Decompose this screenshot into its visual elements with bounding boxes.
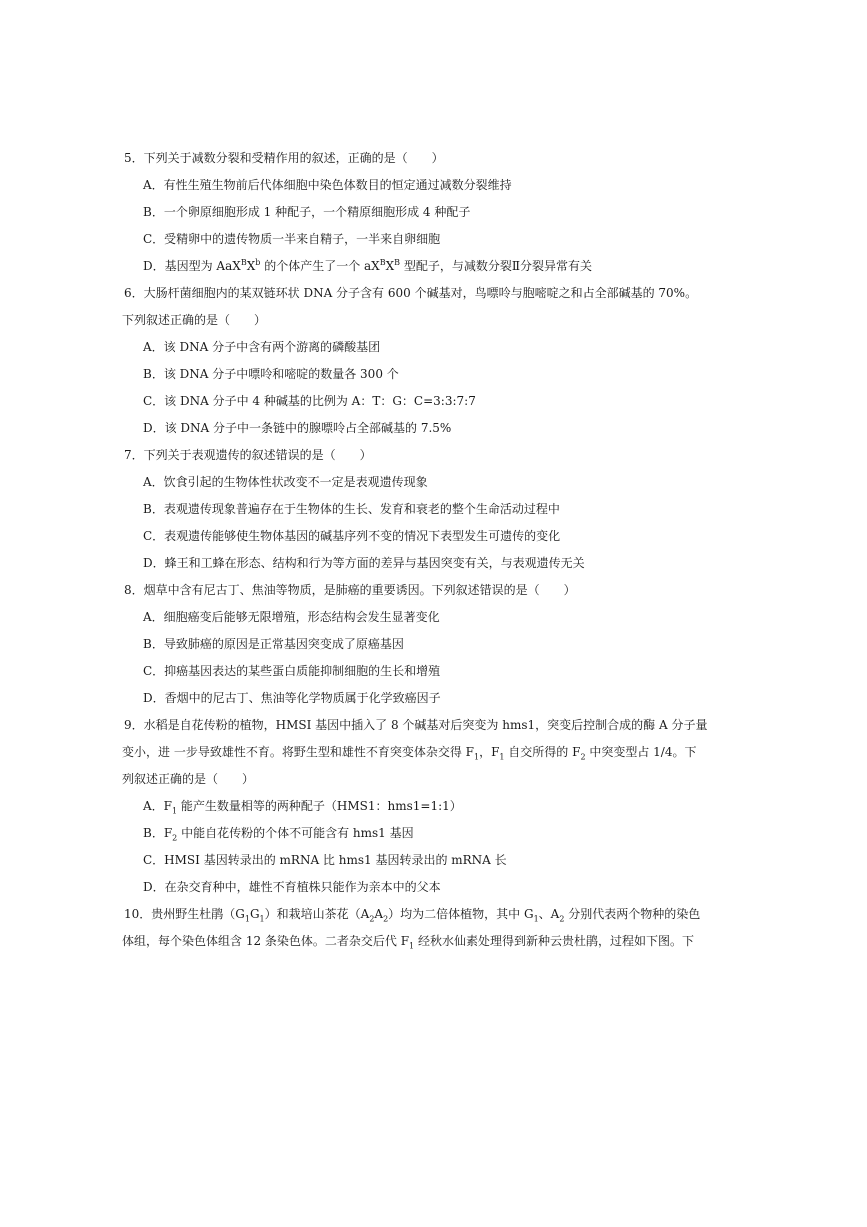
question-9-option-c: C．HMSI 基因转录出的 mRNA 比 hms1 基因转录出的 mRNA 长 <box>143 853 507 867</box>
question-6-stem: 6．大肠杆菌细胞内的某双链环状 DNA 分子含有 600 个碱基对，鸟嘌呤与胞嘧啶之和占全部碱基的 70%。 <box>124 286 698 300</box>
question-9-stem: 9．水稻是自花传粉的植物，HMSI 基因中插入了 8 个碱基对后突变为 hms1，突变后控制合成的酶 A 分子量 <box>124 718 708 732</box>
question-8-option-d: D．香烟中的尼古丁、焦油等化学物质属于化学致癌因子 <box>143 691 441 705</box>
question-9-option-b: B．$F_2$ 中能自花传粉的个体不可能含有 hms1 基因 <box>143 826 414 843</box>
question-9-stem-cont-2: 列叙述正确的是（ ） <box>122 772 255 786</box>
question-6-option-c: C．该 DNA 分子中 4 种碱基的比例为 A：T：G：C=3:3:7:7 <box>143 394 476 408</box>
question-7-option-a: A．饮食引起的生物体性状改变不一定是表观遗传现象 <box>143 475 428 489</box>
question-6-option-a: A．该 DNA 分子中含有两个游离的磷酸基团 <box>143 340 381 354</box>
question-6-stem-cont: 下列叙述正确的是（ ） <box>122 313 267 327</box>
question-7-option-b: B．表观遗传现象普遍存在于生物体的生长、发育和衰老的整个生命活动过程中 <box>143 502 560 516</box>
question-5-option-c: C．受精卵中的遗传物质一半来自精子，一半来自卵细胞 <box>143 232 441 246</box>
question-5-option-b: B．一个卵原细胞形成 1 种配子，一个精原细胞形成 4 种配子 <box>143 205 471 219</box>
question-10-stem: 10．贵州野生杜鹃$(G_1G_1)$和栽培山茶花$(A_2A_2)$均为二倍体植物，其中 $G_1$、$A_2$ 分别代表两个物种的染色 <box>124 907 701 924</box>
question-9-option-d: D．在杂交育种中，雄性不育植株只能作为亲本中的父本 <box>143 880 441 894</box>
question-5-stem: 5．下列关于减数分裂和受精作用的叙述，正确的是（ ） <box>124 151 444 165</box>
question-5-option-a: A．有性生殖生物前后代体细胞中染色体数目的恒定通过减数分裂维持 <box>143 178 512 192</box>
question-8-option-b: B．导致肺癌的原因是正常基因突变成了原癌基因 <box>143 637 404 651</box>
question-8-option-c: C．抑癌基因表达的某些蛋白质能抑制细胞的生长和增殖 <box>143 664 441 678</box>
question-9-option-a: A．$F_1$ 能产生数量相等的两种配子（HMS1：hms1=1:1） <box>143 799 462 816</box>
question-7-option-c: C．表观遗传能够使生物体基因的碱基序列不变的情况下表型发生可遗传的变化 <box>143 529 561 543</box>
question-7-option-d: D．蜂王和工蜂在形态、结构和行为等方面的差异与基因突变有关，与表观遗传无关 <box>143 556 585 570</box>
question-8-stem: 8．烟草中含有尼古丁、焦油等物质，是肺癌的重要诱因。下列叙述错误的是（ ） <box>124 583 576 597</box>
question-7-stem: 7．下列关于表观遗传的叙述错误的是（ ） <box>124 448 372 462</box>
question-8-option-a: A．细胞癌变后能够无限增殖，形态结构会发生显著变化 <box>143 610 440 624</box>
question-6-option-b: B．该 DNA 分子中嘌呤和嘧啶的数量各 300 个 <box>143 367 399 381</box>
question-9-stem-cont: 变小，进 一步导致雄性不育。将野生型和雄性不育突变体杂交得 $F_1$，$F_1$ 自交所得的 $F_2$ 中突变型占 1/4。下 <box>122 745 697 762</box>
question-5-option-d: D．基因型为 $AaX^BX^b$ 的个体产生了一个 $aX^BX^B$ 型配子，与减数分裂Ⅱ分裂异常有关 <box>143 258 593 273</box>
question-10-stem-cont: 体组，每个染色体组含 12 条染色体。二者杂交后代 $F_1$ 经秋水仙素处理得到新种云贵杜鹃，过程如下图。下 <box>122 934 694 951</box>
question-6-option-d: D．该 DNA 分子中一条链中的腺嘌呤占全部碱基的 7.5% <box>143 421 452 435</box>
